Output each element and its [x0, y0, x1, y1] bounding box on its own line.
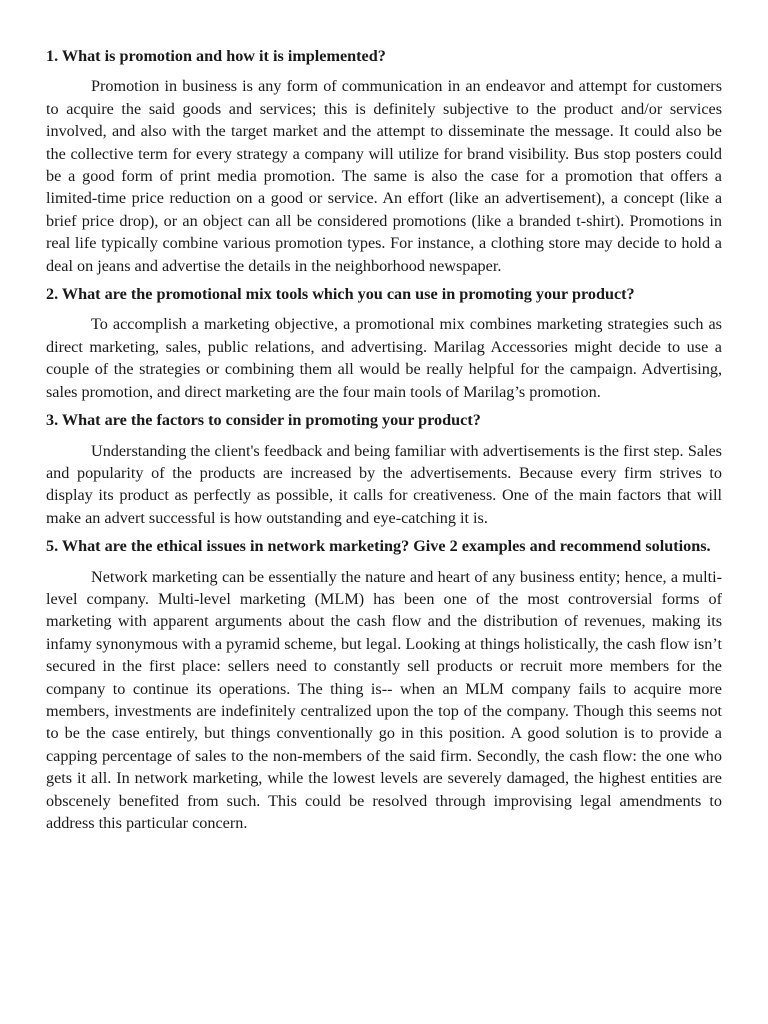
document-page: [46, 38, 722, 840]
section-promotion: [46, 45, 722, 277]
question-heading: 1. What is promotion and how it is implemented?: [46, 47, 386, 65]
answer-paragraph: Understanding the client's feedback and being familiar with advertisements is the first step. Sales and popularity of the products are increased by the advertisements. Because every firm strives to display its product as perfectly as possible, it calls for creativeness. One of the main factors that will make an advert successful is how outstanding and eye-catching it is.: [46, 441, 722, 527]
question-heading: 3. What are the factors to consider in promoting your product?: [46, 411, 481, 430]
answer-paragraph: Promotion in business is any form of communication in an endeavor and attempt for customers to acquire the said goods and services; this is definitely subjective to the product and/or services involved, and also with the target market and the attempt to disseminate the message. It could also be the collective term for every strategy a company will utilize for brand visibility. Bus stop posters could be a good form of print media promotion. The same is also the case for a promotion that offers a limited-time price reduction on a good or service. An effort (like an advertisement), a concept (like a brief price drop), or an object can all be considered promotions (like a branded t-shirt). Promotions in real life typically combine various promotion types. For instance, a clothing store may decide to hold a deal on jeans and advertise the details in the neighborhood newspaper.: [46, 77, 722, 275]
question-heading: 5. What are the ethical issues in network marketing? Give 2 examples and recommend solutions.: [46, 537, 711, 556]
question-heading: 2. What are the promotional mix tools which you can use in promoting your product?: [46, 285, 635, 304]
section-factors: [46, 409, 722, 529]
section-ethical-issues: [46, 535, 722, 834]
answer-paragraph: Network marketing can be essentially the nature and heart of any business entity; hence, a multi-level company. Multi-level marketing (MLM) has been one of the most controversial forms of marketing with apparent arguments about the cash flow and the distribution of revenues, making its infamy synonymous with a pyramid scheme, but legal. Looking at things holistically, the cash flow isn’t secured in the first place: sellers need to constantly sell products or recruit more members for the company to continue its operations. The thing is-- when an MLM company fails to acquire more members, investments are indefinitely centralized upon the top of the company. Though this seems not to be the case entirely, but things conventionally go in this position. A good solution is to provide a capping percentage of sales to the non-members of the said firm. Secondly, the cash flow: the one who gets it all. In network marketing, while the lowest levels are severely damaged, the highest entities are obscenely benefited from such. This could be resolved through improvising legal amendments to address this particular concern.: [46, 567, 722, 832]
answer-paragraph: To accomplish a marketing objective, a promotional mix combines marketing strategies such as direct marketing, sales, public relations, and advertising. Marilag Accessories might decide to use a couple of the strategies or combining them all would be really helpful for the campaign. Advertising, sales promotion, and direct marketing are the four main tools of Marilag’s promotion.: [46, 315, 722, 401]
section-promotional-mix: [46, 283, 722, 403]
